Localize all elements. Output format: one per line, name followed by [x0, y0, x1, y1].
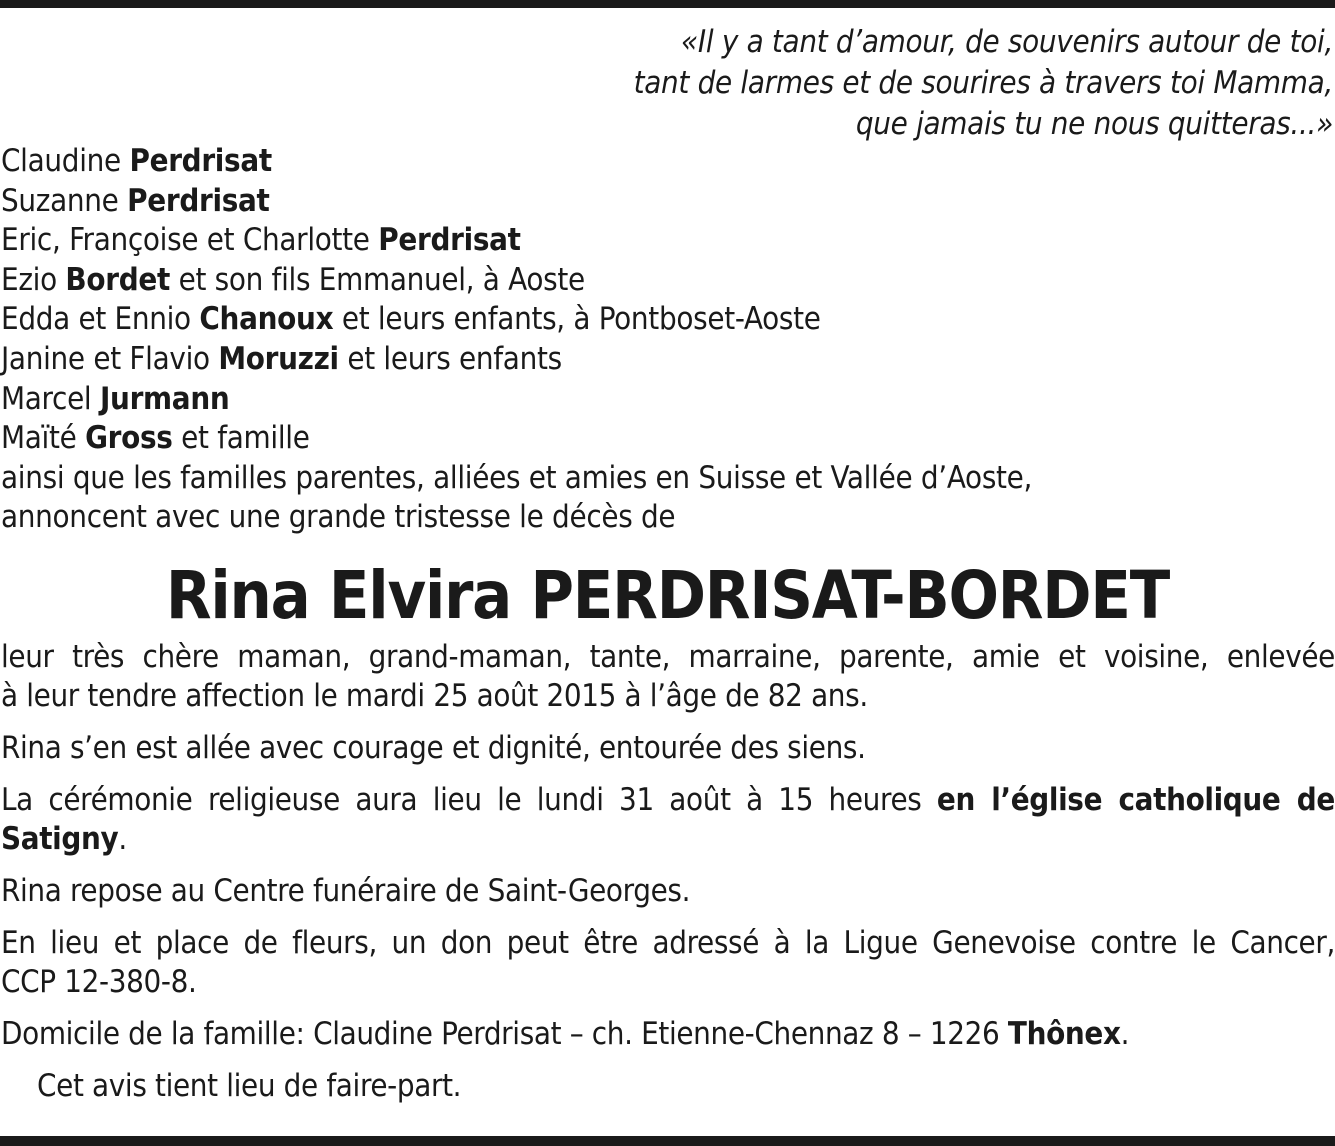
deceased-name: Rina Elvira PERDRISAT-BORDET — [165, 557, 1170, 634]
family-member: Ezio Bordet et son fils Emmanuel, à Aoste — [1, 261, 585, 298]
passing-paragraph: Rina s’en est allée avec courage et dignité, entourée des siens. — [1, 730, 866, 766]
donation-line: CCP 12-380-8. — [1, 964, 197, 1000]
family-member: Janine et Flavio Moruzzi et leurs enfants — [1, 340, 562, 377]
family-member: Eric, Françoise et Charlotte Perdrisat — [1, 222, 521, 259]
family-member: Maïté Gross et famille — [1, 420, 310, 457]
notice-body — [1, 638, 1335, 1106]
domicile-paragraph: Domicile de la famille: Claudine Perdrisat – ch. Etienne-Chennaz 8 – 1226 Thônex. — [1, 1016, 1130, 1052]
announce-line: annoncent avec une grande tristesse le décès de — [1, 499, 676, 536]
ceremony-line: La cérémonie religieuse aura lieu le lundi 31 août à 15 heures en l’église catholique de — [1, 782, 1335, 818]
family-member: Claudine Perdrisat — [1, 143, 272, 179]
ceremony-line: Satigny. — [1, 821, 127, 857]
bottom-rule — [0, 1136, 1335, 1146]
ceremony-place: Satigny — [1, 821, 119, 857]
family-member: Edda et Ennio Chanoux et leurs enfants, à Pontboset-Aoste — [1, 301, 821, 338]
relatives-line: ainsi que les familles parentes, alliées et amies en Suisse et Vallée d’Aoste, — [1, 459, 1033, 496]
quote-line: que jamais tu ne nous quitteras...» — [855, 106, 1333, 142]
donation-line: En lieu et place de fleurs, un don peut être adressé à la Ligue Genevoise contre le Cancer, — [1, 925, 1335, 961]
repose-paragraph: Rina repose au Centre funéraire de Saint-Georges. — [1, 873, 691, 909]
domicile-town: Thônex — [1007, 1016, 1121, 1052]
quote-line: «Il y a tant d’amour, de souvenirs autour de toi, — [680, 24, 1333, 60]
top-rule — [0, 0, 1335, 8]
description-line: à leur tendre affection le mardi 25 août 2015 à l’âge de 82 ans. — [1, 678, 868, 714]
description-paragraph — [1, 638, 1335, 716]
family-member: Marcel Jurmann — [1, 380, 230, 417]
notice-paragraph: Cet avis tient lieu de faire-part. — [37, 1068, 462, 1104]
description-line: leur très chère maman, grand-maman, tante, marraine, parente, amie et voisine, enlevée — [1, 639, 1335, 675]
donation-paragraph — [1, 924, 1335, 1002]
epigraph-quote — [433, 22, 1333, 145]
ceremony-paragraph — [1, 781, 1335, 859]
family-list — [1, 142, 1032, 538]
family-member: Suzanne Perdrisat — [1, 182, 270, 219]
quote-line: tant de larmes et de sourires à travers toi Mamma, — [633, 65, 1333, 101]
